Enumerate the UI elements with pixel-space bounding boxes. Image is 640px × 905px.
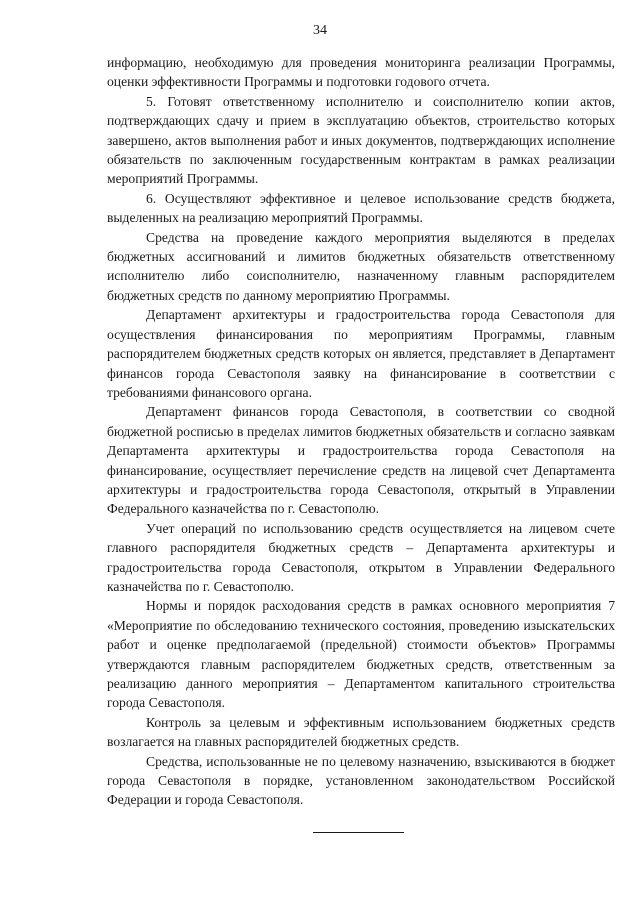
paragraph-item-5: 5. Готовят ответственному исполнителю и соисполнителю копии актов, подтверждающих сдачу и прием в эксплуатацию объектов, строительство которых завершено, актов выполнения работ и иных документов, подтверждающих исполнение обязательств по заключенным государственным контрактам в рамках реализации мероприятий Программы. bbox=[107, 93, 615, 187]
paragraph-spending-norms: Нормы и порядок расходования средств в рамках основного мероприятия 7 «Мероприятие по обследованию технического состояния, проведению изыскательских работ и оценке предполагаемой (предельной) стоимости объектов» Программы утверждаются главным распорядителем бюджетных средств, ответственным за реализацию данного мероприятия – Департаментом капитального строительства города Севастополя. bbox=[107, 598, 615, 711]
paragraph-continuation: информацию, необходимую для проведения мониторинга реализации Программы, оценки эффективности Программы и подготовки годового отчета. bbox=[107, 55, 615, 90]
page-number: 34 bbox=[313, 23, 327, 38]
paragraph-item-6: 6. Осуществляют эффективное и целевое использование средств бюджета, выделенных на реализацию мероприятий Программы. bbox=[107, 190, 615, 226]
paragraph-accounting: Учет операций по использованию средств осуществляется на лицевом счете главного распорядителя бюджетных средств – Департамента архитектуры и градостроительства города Севастополя, открытом в Управлении Федерального казначейства по г. Севастополю. bbox=[107, 520, 615, 594]
paragraph-control: Контроль за целевым и эффективным использованием бюджетных средств возлагается на главных распорядителей бюджетных средств. bbox=[107, 714, 615, 750]
paragraph-finance-department-transfer: Департамент финансов города Севастополя, в соответствии со сводной бюджетной росписью в пределах лимитов бюджетных обязательств и согласно заявкам Департамента архитектуры и градостроительства города Севастополя на финансирование, осуществляет перечисление средств на лицевой счет Департамента архитектуры и градостроительства города Севастополя, открытый в Управлении Федерального казначейства по г. Севастополю. bbox=[107, 404, 615, 517]
document-body bbox=[107, 53, 615, 810]
end-of-text-rule bbox=[313, 832, 404, 833]
paragraph-architecture-department-request: Департамент архитектуры и градостроительства города Севастополя для осуществления финансирования по мероприятиям Программы, главным распорядителем бюджетных средств которых он является, представляет в Департамент финансов города Севастополя заявку на финансирование в соответствии с требованиями финансового органа. bbox=[107, 307, 615, 400]
paragraph-funding-allocation: Средства на проведение каждого мероприятия выделяются в пределах бюджетных ассигнований и лимитов бюджетных обязательств ответственному исполнителю либо соисполнителю, назначенному главным распорядителем бюджетных средств по данному мероприятию Программы. bbox=[107, 229, 615, 303]
paragraph-misuse-recovery: Средства, использованные не по целевому назначению, взыскиваются в бюджет города Севастополя в порядке, установленном законодательством Российской Федерации и города Севастополя. bbox=[107, 753, 615, 808]
